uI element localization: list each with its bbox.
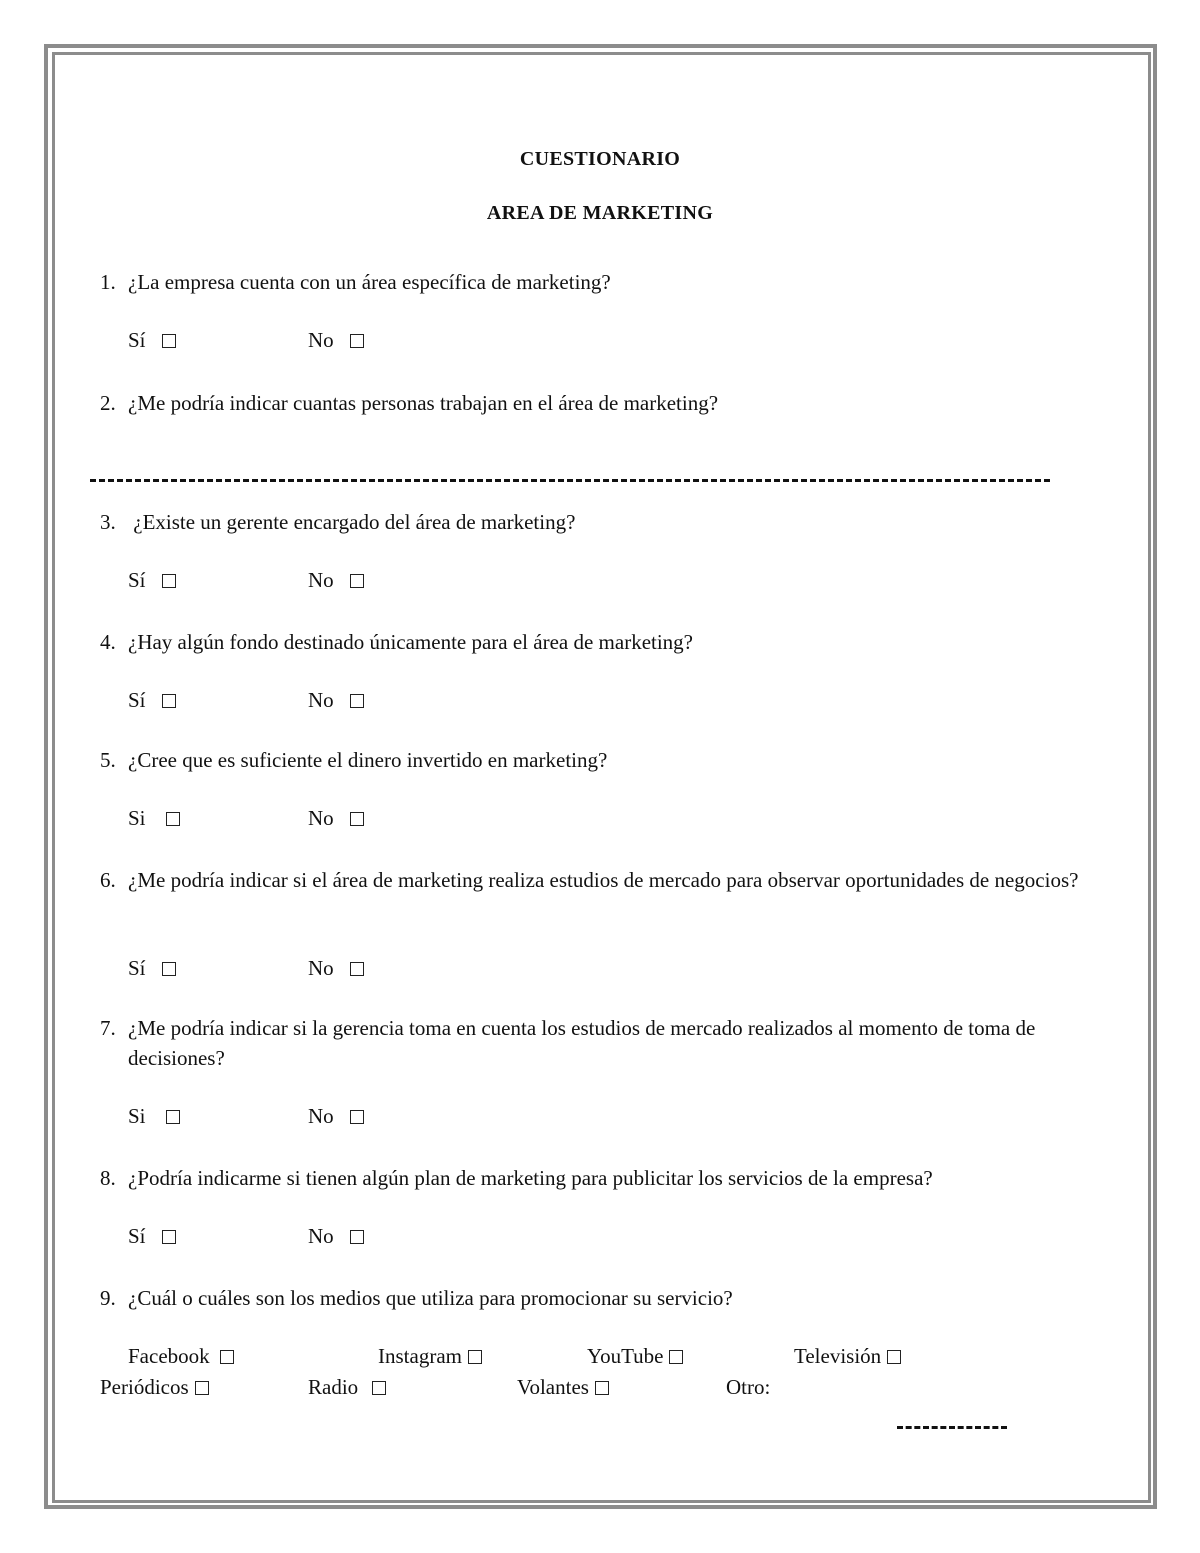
question-text: ¿Cree que es suficiente el dinero invertido en marketing? (128, 748, 608, 772)
yes-label: Sí (128, 1224, 146, 1248)
yes-label: Sí (128, 568, 146, 592)
no-label: No (308, 1224, 334, 1248)
option-facebook[interactable] (128, 1344, 234, 1368)
checkbox-icon[interactable] (195, 1381, 209, 1395)
no-label: No (308, 806, 334, 830)
facebook-label: Facebook (128, 1344, 210, 1368)
question-number: 9. (100, 1286, 116, 1310)
otro-answer-line[interactable] (897, 1426, 1007, 1429)
q5-no-option[interactable] (308, 806, 364, 830)
option-instagram[interactable] (378, 1344, 482, 1368)
checkbox-icon[interactable] (166, 1110, 180, 1124)
question-3 (100, 507, 1110, 537)
question-7 (100, 1013, 1110, 1073)
checkbox-icon[interactable] (350, 812, 364, 826)
volantes-label: Volantes (517, 1375, 589, 1399)
q3-yes-option[interactable] (128, 568, 176, 592)
otro-label: Otro: (726, 1375, 771, 1399)
q4-no-option[interactable] (308, 688, 364, 712)
question-number: 1. (100, 270, 116, 294)
checkbox-icon[interactable] (220, 1350, 234, 1364)
yes-label: Si (128, 806, 146, 830)
question-2 (100, 388, 1110, 418)
document-subtitle: AREA DE MARKETING (486, 202, 714, 224)
q7-yes-option[interactable] (128, 1104, 180, 1128)
checkbox-icon[interactable] (350, 1110, 364, 1124)
checkbox-icon[interactable] (372, 1381, 386, 1395)
yes-label: Sí (128, 956, 146, 980)
checkbox-icon[interactable] (350, 694, 364, 708)
checkbox-icon[interactable] (162, 962, 176, 976)
checkbox-icon[interactable] (595, 1381, 609, 1395)
yes-label: Sí (128, 688, 146, 712)
youtube-label: YouTube (587, 1344, 664, 1368)
no-label: No (308, 956, 334, 980)
question-9 (100, 1283, 1110, 1313)
yes-label: Sí (128, 328, 146, 352)
option-periodicos[interactable] (100, 1375, 209, 1399)
question-number: 4. (100, 630, 116, 654)
checkbox-icon[interactable] (166, 812, 180, 826)
document-title: CUESTIONARIO (519, 148, 681, 170)
radio-label: Radio (308, 1375, 359, 1399)
q7-no-option[interactable] (308, 1104, 364, 1128)
option-otro (726, 1375, 770, 1399)
option-youtube[interactable] (587, 1344, 683, 1368)
question-text: ¿La empresa cuenta con un área específica de marketing? (128, 270, 611, 294)
option-television[interactable] (794, 1344, 901, 1368)
question-6 (100, 865, 1110, 895)
q3-no-option[interactable] (308, 568, 364, 592)
question-number: 8. (100, 1166, 116, 1190)
question-text: ¿Hay algún fondo destinado únicamente para el área de marketing? (128, 630, 694, 654)
q5-yes-option[interactable] (128, 806, 180, 830)
question-1 (100, 267, 1110, 297)
checkbox-icon[interactable] (162, 574, 176, 588)
question-8 (100, 1163, 1110, 1193)
question-number: 6. (100, 868, 116, 892)
no-label: No (308, 328, 334, 352)
question-number: 3. (100, 510, 116, 534)
checkbox-icon[interactable] (162, 334, 176, 348)
periodicos-label: Periódicos (100, 1375, 189, 1399)
checkbox-icon[interactable] (350, 334, 364, 348)
q6-yes-option[interactable] (128, 956, 176, 980)
checkbox-icon[interactable] (162, 694, 176, 708)
question-4 (100, 627, 1110, 657)
answer-line[interactable] (90, 479, 1050, 482)
question-text: ¿Me podría indicar cuantas personas trabajan en el área de marketing? (128, 391, 719, 415)
no-label: No (308, 1104, 334, 1128)
yes-label: Si (128, 1104, 146, 1128)
option-volantes[interactable] (517, 1375, 609, 1399)
question-number: 2. (100, 391, 116, 415)
q8-yes-option[interactable] (128, 1224, 176, 1248)
checkbox-icon[interactable] (162, 1230, 176, 1244)
checkbox-icon[interactable] (887, 1350, 901, 1364)
television-label: Televisión (794, 1344, 882, 1368)
q1-yes-option[interactable] (128, 328, 176, 352)
question-text: ¿Cuál o cuáles son los medios que utiliza para promocionar su servicio? (128, 1286, 733, 1310)
checkbox-icon[interactable] (468, 1350, 482, 1364)
no-label: No (308, 688, 334, 712)
q1-no-option[interactable] (308, 328, 364, 352)
question-text: ¿Existe un gerente encargado del área de marketing? (128, 510, 576, 534)
question-text: ¿Podría indicarme si tienen algún plan de marketing para publicitar los servicios de la empresa? (128, 1166, 933, 1190)
checkbox-icon[interactable] (669, 1350, 683, 1364)
instagram-label: Instagram (378, 1344, 462, 1368)
q6-no-option[interactable] (308, 956, 364, 980)
question-5 (100, 745, 1110, 775)
question-text: ¿Me podría indicar si el área de marketing realiza estudios de mercado para observar oportunidades de negocios? (128, 868, 1079, 892)
checkbox-icon[interactable] (350, 1230, 364, 1244)
q8-no-option[interactable] (308, 1224, 364, 1248)
option-radio[interactable] (308, 1375, 386, 1399)
checkbox-icon[interactable] (350, 574, 364, 588)
question-text: ¿Me podría indicar si la gerencia toma en cuenta los estudios de mercado realizados al momento de toma de decisiones? (128, 1016, 1036, 1070)
no-label: No (308, 568, 334, 592)
question-number: 7. (100, 1016, 116, 1040)
checkbox-icon[interactable] (350, 962, 364, 976)
q4-yes-option[interactable] (128, 688, 176, 712)
question-number: 5. (100, 748, 116, 772)
